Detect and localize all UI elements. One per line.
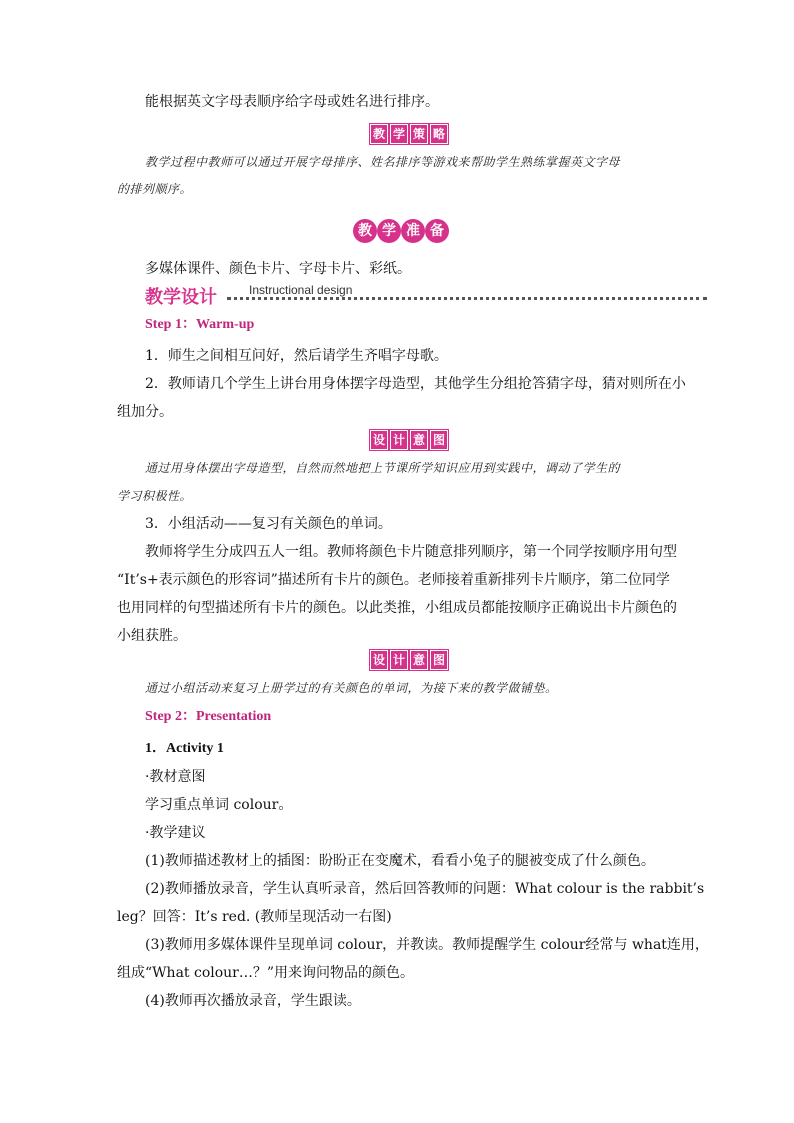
prep-title-char: 学 bbox=[377, 219, 401, 243]
strategy-text-line-1: 教学过程中教师可以通过开展字母排序、姓名排序等游戏来帮助学生熟练掌握英文字母 bbox=[145, 155, 621, 169]
intent-badge-char: 意 bbox=[410, 650, 428, 670]
intent-badge-char: 计 bbox=[390, 430, 408, 450]
intent1-line1: 通过用身体摆出字母造型，自然而然地把上节课所学知识应用到实践中，调动了学生的 bbox=[145, 461, 621, 475]
design-title-cn: 教学设计 bbox=[145, 287, 217, 308]
step1-item2-line1: 2．教师请几个学生上讲台用身体摆字母造型，其他学生分组抢答猜字母，猜对则所在小 bbox=[145, 376, 686, 392]
prep-text: 多媒体课件、颜色卡片、字母卡片、彩纸。 bbox=[145, 261, 411, 277]
prep-title-char: 教 bbox=[353, 219, 377, 243]
strategy-badge-char: 学 bbox=[390, 124, 408, 144]
step1-item3-para-line2: “It’s+表示颜色的形容词”描述所有卡片的颜色。老师接着重新排列卡片顺序，第二位同学 bbox=[117, 572, 670, 588]
step1-item3-para-line1: 教师将学生分成四五人一组。教师将颜色卡片随意排列顺序，第一个同学按顺序用句型 bbox=[145, 544, 677, 560]
strategy-badge bbox=[370, 124, 448, 144]
intent-badge-char: 图 bbox=[430, 650, 448, 670]
intent-badge-char: 设 bbox=[370, 650, 388, 670]
suggestion-3-line2: 组成“What colour…？”用来询问物品的颜色。 bbox=[117, 965, 415, 981]
step1-heading: Step 1：Warm-up bbox=[145, 317, 255, 332]
prep-title-char: 准 bbox=[401, 219, 425, 243]
intent-badge-char: 计 bbox=[390, 650, 408, 670]
suggestion-4: (4)教师再次播放录音，学生跟读。 bbox=[145, 993, 361, 1009]
step1-item3-para-line4: 小组获胜。 bbox=[117, 628, 187, 644]
section-divider bbox=[227, 297, 707, 300]
strategy-badge-char: 略 bbox=[430, 124, 448, 144]
step1-item2-line2: 组加分。 bbox=[117, 404, 173, 420]
strategy-text-line-2: 的排列顺序。 bbox=[117, 182, 193, 196]
intent-badge-char: 意 bbox=[410, 430, 428, 450]
intent1-line2: 学习积极性。 bbox=[117, 489, 193, 503]
suggestion-2-line1: (2)教师播放录音，学生认真听录音，然后回答教师的问题：What colour is the rabbit’s bbox=[145, 881, 705, 897]
step1-item1: 1．师生之间相互问好，然后请学生齐唱字母歌。 bbox=[145, 348, 448, 364]
material-intent-label: ·教材意图 bbox=[145, 769, 206, 785]
step1-item3-para-line3: 也用同样的句型描述所有卡片的颜色。以此类推，小组成员都能按顺序正确说出卡片颜色的 bbox=[117, 600, 677, 616]
strategy-badge-char: 教 bbox=[370, 124, 388, 144]
prep-title-char: 备 bbox=[425, 219, 449, 243]
suggestion-2-line2: leg？回答：It’s red. (教师呈现活动一右图) bbox=[117, 909, 392, 925]
intent2-text: 通过小组活动来复习上册学过的有关颜色的单词，为接下来的教学做铺垫。 bbox=[145, 681, 558, 695]
activity1-heading: 1．Activity 1 bbox=[145, 741, 224, 756]
suggestion-1: (1)教师描述教材上的插图：盼盼正在变魔术，看看小兔子的腿被变成了什么颜色。 bbox=[145, 853, 655, 869]
suggestion-3-line1: (3)教师用多媒体课件呈现单词 colour，并教读。教师提醒学生 colour经常与 what连用， bbox=[145, 937, 709, 953]
strategy-badge-char: 策 bbox=[410, 124, 428, 144]
prep-title bbox=[353, 219, 449, 243]
design-title-en: Instructional design bbox=[249, 283, 353, 297]
teaching-suggestion-label: ·教学建议 bbox=[145, 825, 206, 841]
design-intent-badge bbox=[370, 430, 448, 450]
intent-badge-char: 设 bbox=[370, 430, 388, 450]
step2-heading: Step 2：Presentation bbox=[145, 709, 272, 724]
step1-item3: 3．小组活动——复习有关颜色的单词。 bbox=[145, 516, 392, 532]
intent-badge-char: 图 bbox=[430, 430, 448, 450]
design-intent-badge-2 bbox=[370, 650, 448, 670]
material-intent-text: 学习重点单词 colour。 bbox=[145, 797, 293, 813]
design-section-header bbox=[145, 283, 710, 309]
intro-line: 能根据英文字母表顺序给字母或姓名进行排序。 bbox=[145, 94, 439, 110]
